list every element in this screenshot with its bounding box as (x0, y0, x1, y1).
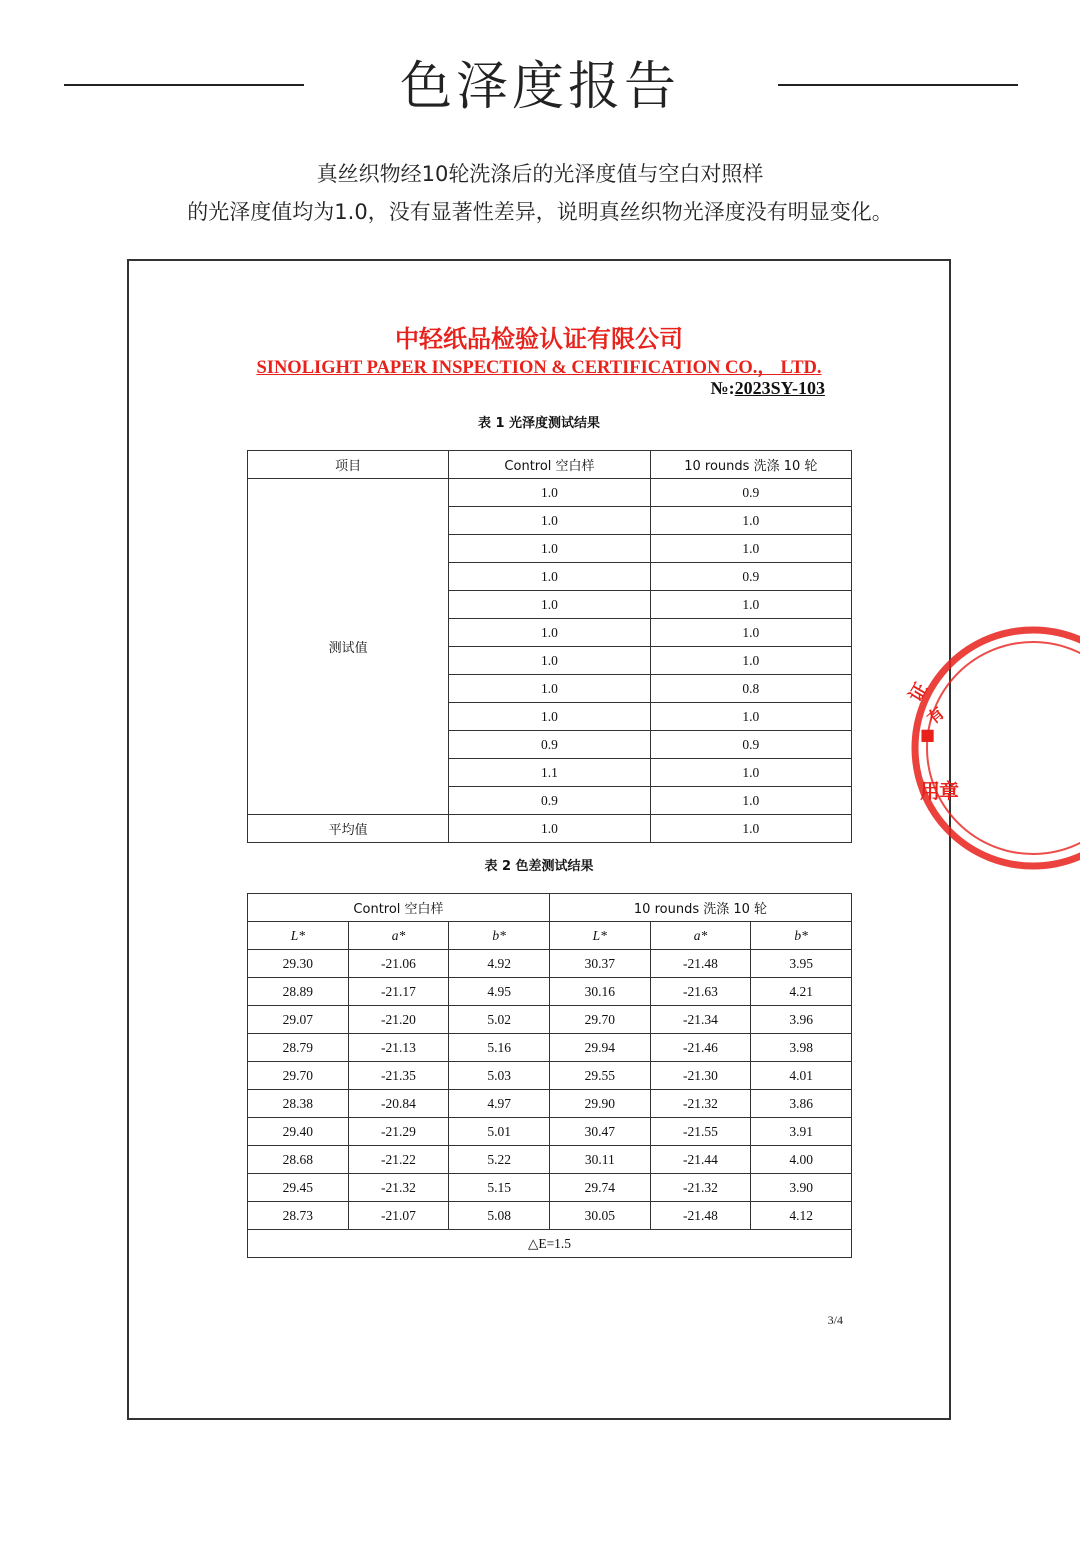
table-cell: 5.22 (449, 1146, 550, 1174)
table-cell: -21.20 (348, 1006, 449, 1034)
color-diff-table (247, 893, 852, 1258)
table-cell: 1.0 (650, 619, 851, 647)
table2-caption: 表 2 色差测试结果 (484, 859, 594, 874)
table-cell: 5.08 (449, 1202, 550, 1230)
table-row (248, 1090, 852, 1118)
table-row (248, 1174, 852, 1202)
table-cell: 4.92 (449, 950, 550, 978)
table-cell: 29.45 (248, 1174, 349, 1202)
delta-e-row (248, 1230, 852, 1258)
table-cell: 29.55 (549, 1062, 650, 1090)
table-cell: 28.73 (248, 1202, 349, 1230)
table-cell: -21.48 (650, 950, 751, 978)
table-cell: 1.0 (650, 507, 851, 535)
table-row (248, 1202, 852, 1230)
company-seal (893, 663, 959, 833)
table-row (248, 950, 852, 978)
table-cell: 1.0 (650, 787, 851, 815)
table-cell: 4.21 (751, 978, 852, 1006)
svg-text:章: 章 (939, 779, 959, 803)
group-header: 10 rounds 洗涤 10 轮 (549, 894, 851, 922)
table-cell: 4.12 (751, 1202, 852, 1230)
table-cell: 30.37 (549, 950, 650, 978)
table-cell: 1.0 (449, 703, 650, 731)
column-header: b* (751, 922, 852, 950)
table-row (248, 1006, 852, 1034)
table-cell: 1.0 (449, 647, 650, 675)
table-row (248, 1062, 852, 1090)
average-cell: 1.0 (449, 815, 650, 843)
table-cell: 5.02 (449, 1006, 550, 1034)
gloss-table (247, 450, 852, 843)
table-cell: -21.07 (348, 1202, 449, 1230)
delta-e-value: △E=1.5 (248, 1230, 852, 1258)
column-header: 项目 (248, 451, 449, 479)
table-cell: 1.0 (650, 591, 851, 619)
table-cell: 1.0 (449, 563, 650, 591)
table-cell: -21.32 (348, 1174, 449, 1202)
page-number: 3/4 (827, 1313, 843, 1327)
column-header: Control 空白样 (449, 451, 650, 479)
table-cell: 4.00 (751, 1146, 852, 1174)
table-cell: 0.8 (650, 675, 851, 703)
table-cell: 30.47 (549, 1118, 650, 1146)
table-cell: 1.0 (650, 759, 851, 787)
svg-text:用: 用 (920, 779, 940, 803)
table-cell: 1.0 (650, 647, 851, 675)
group-header-row (248, 894, 852, 922)
table-row (248, 479, 852, 507)
table-cell: 1.0 (449, 535, 650, 563)
table-cell: 29.70 (549, 1006, 650, 1034)
table-cell: 29.30 (248, 950, 349, 978)
table-header-row (248, 451, 852, 479)
table-cell: -21.32 (650, 1090, 751, 1118)
table-cell: 29.70 (248, 1062, 349, 1090)
report-number-value: 2023SY-103 (734, 378, 825, 398)
column-header: L* (248, 922, 349, 950)
table-cell: -21.35 (348, 1062, 449, 1090)
table-cell: 0.9 (650, 731, 851, 759)
table-row (248, 978, 852, 1006)
company-name-en: SINOLIGHT PAPER INSPECTION & CERTIFICATION CO.， LTD. (256, 358, 822, 378)
table-cell: -21.34 (650, 1006, 751, 1034)
table-cell: 4.95 (449, 978, 550, 1006)
table-cell: -21.63 (650, 978, 751, 1006)
table-cell: -20.84 (348, 1090, 449, 1118)
table-cell: -21.48 (650, 1202, 751, 1230)
table-row (248, 1118, 852, 1146)
table-cell: 3.95 (751, 950, 852, 978)
table-cell: -21.46 (650, 1034, 751, 1062)
table-cell: 30.05 (549, 1202, 650, 1230)
table-row (248, 1034, 852, 1062)
sub-header-row (248, 922, 852, 950)
table-cell: 29.07 (248, 1006, 349, 1034)
table-cell: -21.30 (650, 1062, 751, 1090)
table-cell: 30.11 (549, 1146, 650, 1174)
table-cell: 0.9 (650, 563, 851, 591)
table-cell: 0.9 (650, 479, 851, 507)
average-row (248, 815, 852, 843)
table-cell: -21.32 (650, 1174, 751, 1202)
table-cell: 1.0 (449, 507, 650, 535)
table-cell: 1.0 (449, 675, 650, 703)
column-header: b* (449, 922, 550, 950)
table-cell: 5.01 (449, 1118, 550, 1146)
table-cell: -21.44 (650, 1146, 751, 1174)
table-cell: 29.40 (248, 1118, 349, 1146)
report-number (711, 378, 825, 399)
company-name-cn: 中轻纸品检验认证有限公司 (395, 325, 683, 353)
table-cell: 3.90 (751, 1174, 852, 1202)
table-cell: 28.79 (248, 1034, 349, 1062)
svg-text:证: 证 (905, 679, 933, 706)
table-cell: -21.55 (650, 1118, 751, 1146)
table-cell: -21.06 (348, 950, 449, 978)
table-cell: 28.38 (248, 1090, 349, 1118)
table-cell: 1.1 (449, 759, 650, 787)
column-header: a* (348, 922, 449, 950)
table-cell: 29.74 (549, 1174, 650, 1202)
table1-caption: 表 1 光泽度测试结果 (477, 416, 601, 431)
table-cell: 1.0 (449, 591, 650, 619)
svg-text:■: ■ (920, 725, 936, 744)
table-cell: 29.90 (549, 1090, 650, 1118)
report-number-label: №: (710, 378, 735, 398)
table-cell: 1.0 (449, 479, 650, 507)
table-row (248, 1146, 852, 1174)
table-cell: 3.98 (751, 1034, 852, 1062)
intro-line-2: 的光泽度值均为1.0，没有显著性差异，说明真丝织物光泽度没有明显变化。 (187, 200, 893, 224)
table-cell: 4.97 (449, 1090, 550, 1118)
table-cell: -21.13 (348, 1034, 449, 1062)
row-label-test-values: 测试值 (248, 479, 449, 815)
table-cell: 3.96 (751, 1006, 852, 1034)
table-cell: -21.22 (348, 1146, 449, 1174)
intro-line-1: 真丝织物经10轮洗涤后的光泽度值与空白对照样 (316, 162, 764, 186)
table-cell: 28.89 (248, 978, 349, 1006)
table-cell: 0.9 (449, 787, 650, 815)
report-scan (127, 259, 951, 1420)
table-cell: 28.68 (248, 1146, 349, 1174)
table-cell: 29.94 (549, 1034, 650, 1062)
table-cell: 3.86 (751, 1090, 852, 1118)
table-cell: 5.16 (449, 1034, 550, 1062)
page-title: 色泽度报告 (399, 57, 680, 117)
table-cell: 3.91 (751, 1118, 852, 1146)
table-cell: 0.9 (449, 731, 650, 759)
average-cell: 1.0 (650, 815, 851, 843)
table-cell: -21.17 (348, 978, 449, 1006)
column-header: a* (650, 922, 751, 950)
row-label-average: 平均值 (248, 815, 449, 843)
table-cell: 5.03 (449, 1062, 550, 1090)
column-header: L* (549, 922, 650, 950)
table-cell: 1.0 (650, 703, 851, 731)
table-cell: -21.29 (348, 1118, 449, 1146)
group-header: Control 空白样 (248, 894, 550, 922)
table-cell: 5.15 (449, 1174, 550, 1202)
table-cell: 30.16 (549, 978, 650, 1006)
column-header: 10 rounds 洗涤 10 轮 (650, 451, 851, 479)
table-cell: 1.0 (449, 619, 650, 647)
table-cell: 1.0 (650, 535, 851, 563)
table-cell: 4.01 (751, 1062, 852, 1090)
svg-text:有: 有 (923, 703, 948, 729)
